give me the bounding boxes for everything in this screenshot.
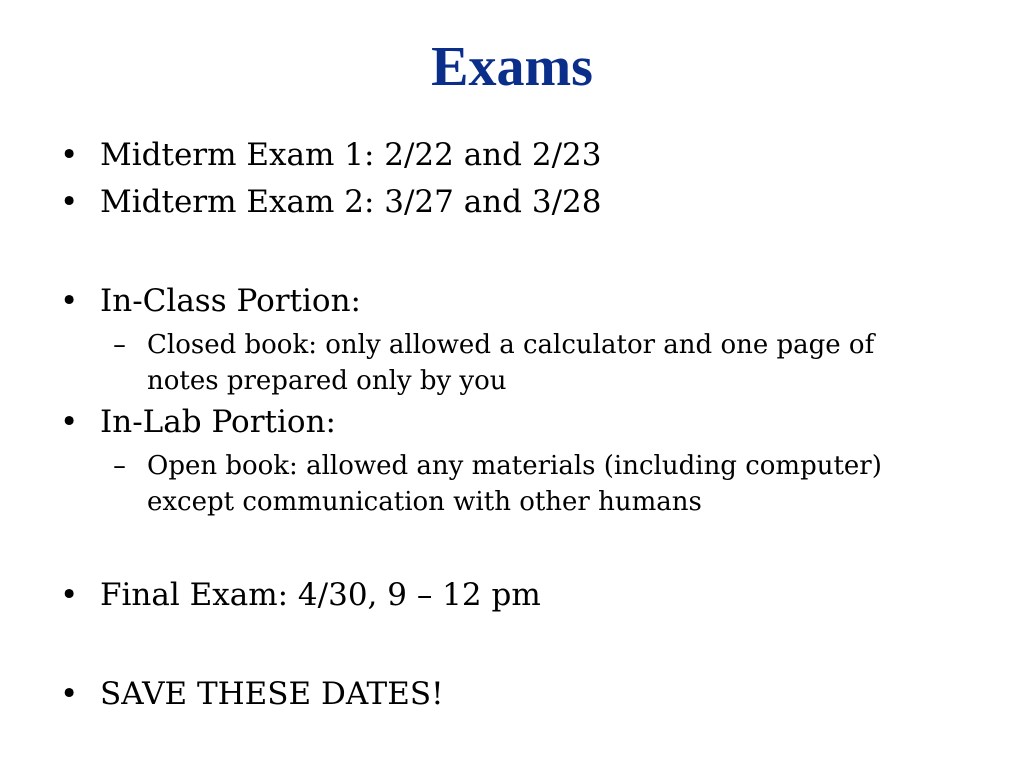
bullet-dot: •: [60, 404, 79, 440]
slide-body: [60, 132, 1000, 718]
bullet-text: SAVE THESE DATES!: [100, 676, 444, 712]
bullet-midterm-2: [60, 179, 1000, 226]
bullet-dot: •: [60, 184, 79, 220]
sub-bullet-line: Open book: allowed any materials (including computer): [147, 451, 882, 481]
bullet-dot: •: [60, 283, 79, 319]
sub-bullet-line: except communication with other humans: [147, 487, 702, 517]
sub-bullet-line: Closed book: only allowed a calculator and one page of: [147, 330, 875, 360]
dash-mark: –: [113, 451, 126, 481]
spacer: [60, 619, 1000, 671]
spacer: [60, 520, 1000, 572]
bullet-text: Final Exam: 4/30, 9 – 12 pm: [100, 577, 541, 613]
bullet-text: Midterm Exam 2: 3/27 and 3/28: [100, 184, 602, 220]
bullet-save-dates: [60, 671, 1000, 718]
spacer: [60, 226, 1000, 278]
bullet-dot: •: [60, 137, 79, 173]
bullet-text: In-Lab Portion:: [100, 404, 336, 440]
bullet-text: Midterm Exam 1: 2/22 and 2/23: [100, 137, 602, 173]
sub-bullet-in-lab: [113, 448, 1000, 520]
dash-mark: –: [113, 330, 126, 360]
sub-bullet-in-class: [113, 327, 1000, 399]
bullet-text: In-Class Portion:: [100, 283, 362, 319]
bullet-midterm-1: [60, 132, 1000, 179]
bullet-in-lab: [60, 399, 1000, 446]
bullet-dot: •: [60, 577, 79, 613]
bullet-in-class: [60, 278, 1000, 325]
bullet-dot: •: [60, 676, 79, 712]
slide-title: Exams: [431, 36, 593, 98]
bullet-final-exam: [60, 572, 1000, 619]
sub-bullet-line: notes prepared only by you: [147, 366, 507, 396]
